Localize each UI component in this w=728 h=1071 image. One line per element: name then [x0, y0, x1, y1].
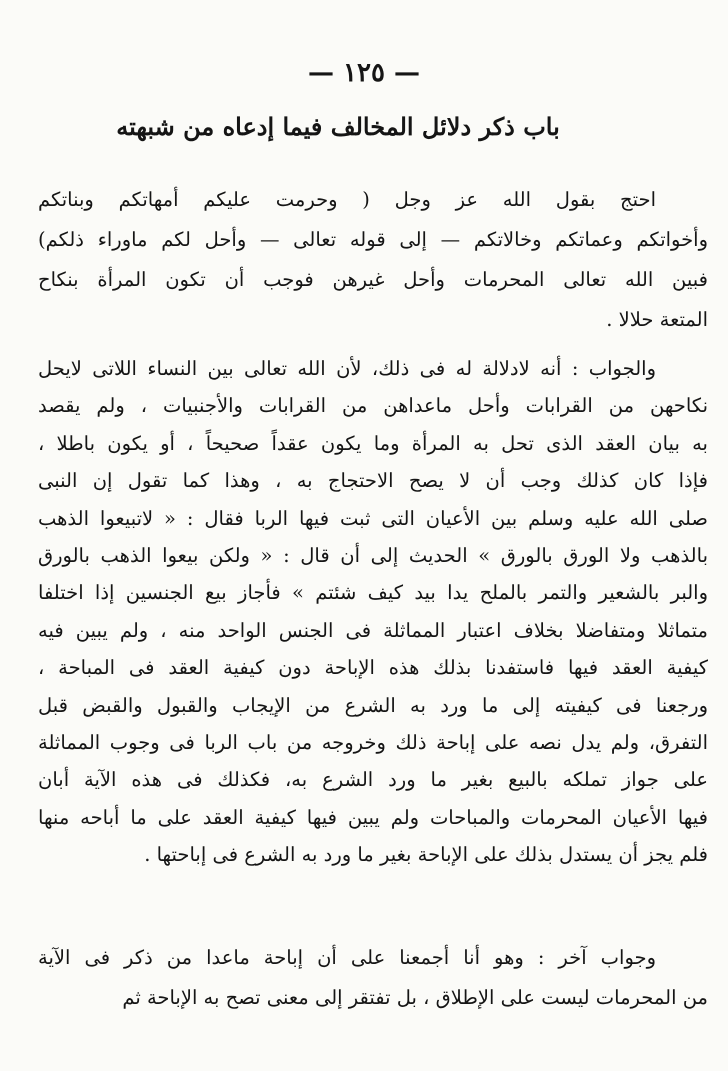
text-line: فبين الله تعالى المحرمات وأحل غيرهن فوجب أن تكون المرأة بنكاح [38, 268, 708, 291]
chapter-heading: باب ذكر دلائل المخالف فيما إدعاه من شبهته [116, 112, 560, 141]
text-line: بالذهب ولا الورق بالورق » الحديث إلى أن قال : « ولكن بيعوا الذهب بالورق [38, 543, 708, 567]
paragraph-2 [38, 350, 708, 873]
text-line: والجواب : أنه لادلالة له فى ذلك، لأن الله تعالى بين النساء اللاتى لايحل [38, 357, 656, 380]
text-line: ورجعنا فى كيفيته إلى ما ورد به الشرع من الإيجاب والقبول والقبض قبل [38, 693, 708, 717]
text-line: كيفية العقد فيها فاستفدنا بذلك هذه الإباحة دون كيفية العقد فى المباحة ، [38, 656, 708, 680]
text-line: وأخواتكم وعماتكم وخالاتكم — إلى قوله تعالى — وأحل لكم ماوراء ذلكم) [38, 228, 708, 251]
page-number: — ١٢٥ — [307, 58, 421, 88]
text-line: احتج بقول الله عز وجل ( وحرمت عليكم أمهاتكم وبناتكم [38, 188, 656, 211]
text-line: التفرق، ولم يدل نصه على إباحة ذلك وخروجه من باب الربا فى وجوب المماثلة [38, 730, 708, 754]
text-line: المتعة حلالا . [606, 308, 708, 331]
text-line: فإذا كان كذلك وجب أن لا يصح الاحتجاج به ، وهذا كما تقول إن النبى [38, 469, 708, 493]
text-line: فلم يجز أن يستدل بذلك على الإباحة بغير ما ورد به الشرع فى إباحتها . [144, 843, 708, 867]
text-line: من المحرمات ليست على الإطلاق ، بل تفتقر إلى معنى تصح به الإباحة ثم [122, 986, 708, 1009]
text-line: متماثلا ومتفاضلا بخلاف اعتبار المماثلة فى الجنس الواحد منه ، ولم يبين فيه [38, 618, 708, 642]
text-line: صلى الله عليه وسلم بين الأعيان التى ثبت فيها الربا فقال : « لاتبيعوا الذهب [38, 506, 708, 530]
text-line: على جواز تملكه بالبيع بغير ما ورد الشرع به، فكذلك فى هذه الآية أبان [38, 768, 708, 792]
text-line: والبر بالشعير والتمر بالملح يدا بيد كيف شئتم » فأجاز بيع الجنسين إذا اختلفا [38, 581, 708, 605]
paragraph-1 [38, 180, 708, 340]
text-line: فيها الأعيان المحرمات والمباحات ولم يبين فيها كيفية العقد على ما أباحه منها [38, 805, 708, 829]
text-line: به بيان العقد الذى تحل به المرأة وما يكون عقداً صحيحاً ، أو يكون باطلا ، [38, 431, 708, 455]
text-line: وجواب آخر : وهو أنا أجمعنا على أن إباحة ماعدا من ذكر فى الآية [38, 946, 656, 969]
text-line: نكاحهن من القرابات وأحل ماعداهن من القرابات والأجنبيات ، ولم يقصد [38, 394, 708, 418]
paragraph-3 [38, 938, 708, 1018]
